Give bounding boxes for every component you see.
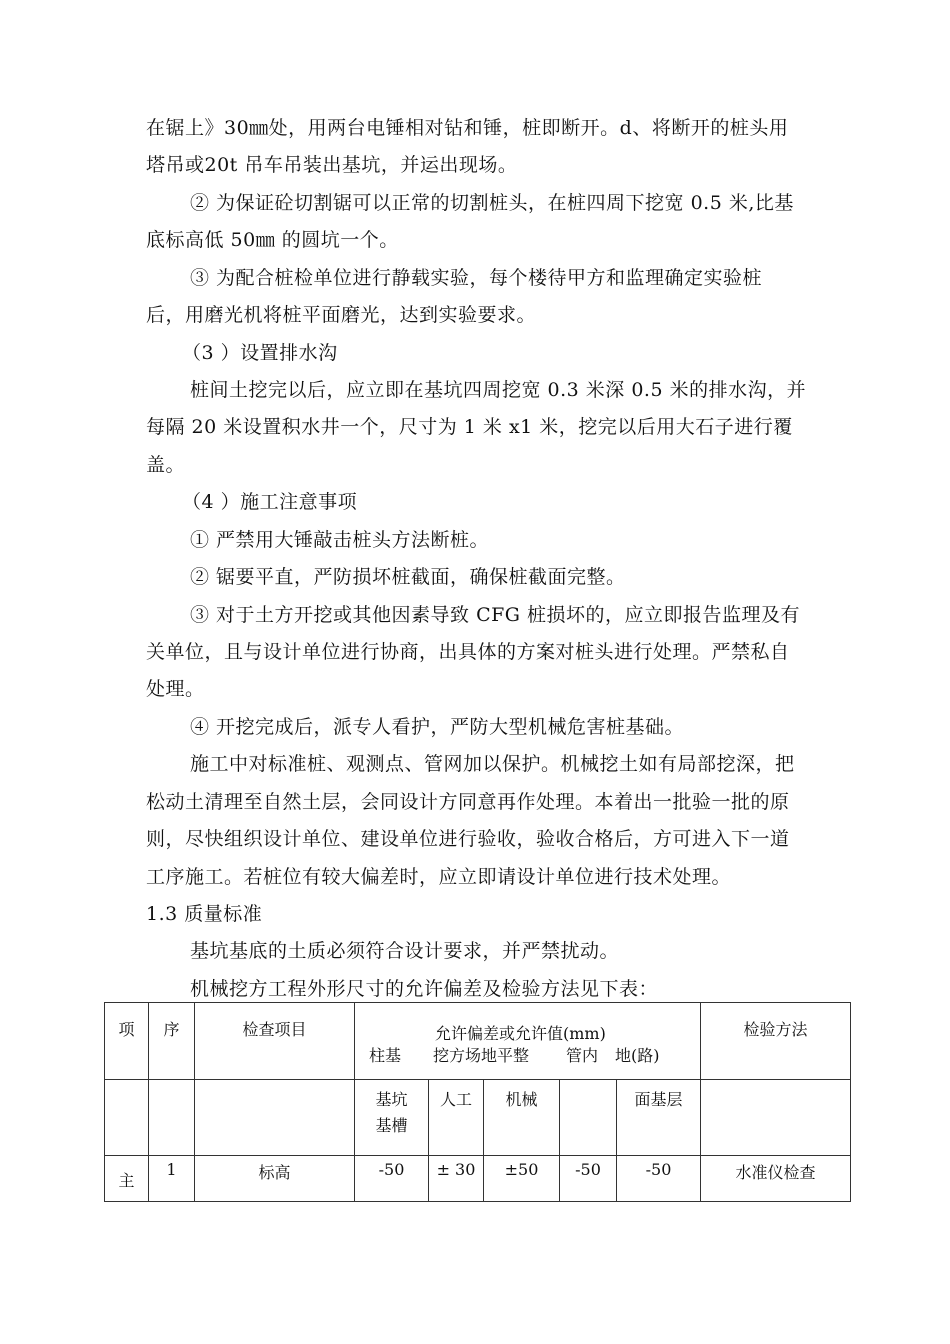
- paragraph-line: 桩间土挖完以后，应立即在基坑四周挖宽 0.3 米深 0.5 米的排水沟，并: [190, 379, 807, 401]
- paragraph-line: ① 严禁用大锤敲击桩头方法断桩。: [190, 529, 490, 551]
- paragraph-line: 机械挖方工程外形尺寸的允许偏差及检验方法见下表：: [190, 978, 659, 1000]
- table-row: [105, 1156, 851, 1202]
- tolerance-label: 允许偏差或允许值(mm): [435, 1024, 606, 1043]
- paragraph-line: ④ 开挖完成后，派专人看护，严防大型机械危害桩基础。: [190, 716, 685, 738]
- paragraph-line: 工序施工。若桩位有较大偏差时，应立即请设计单位进行技术处理。: [146, 866, 732, 888]
- paragraph-line: 施工中对标准桩、观测点、管网加以保护。机械挖土如有局部挖深，把: [190, 753, 795, 775]
- paragraph-line: 底标高低 50㎜ 的圆坑一个。: [146, 229, 399, 251]
- header-item: 项: [105, 1003, 149, 1080]
- header-method: 检验方法: [701, 1003, 851, 1080]
- paragraph-line: ③ 为配合桩检单位进行静载实验，每个楼待甲方和监理确定实验桩: [190, 267, 763, 289]
- header-tolerance: [355, 1003, 701, 1080]
- sub-header-pipe-trench: 管内: [566, 1046, 599, 1065]
- section-heading: （4 ）施工注意事项: [182, 491, 358, 513]
- paragraph-line: 则，尽快组织设计单位、建设单位进行验收，验收合格后，方可进入下一道: [146, 828, 790, 850]
- subheader-machine: 机械: [484, 1080, 560, 1156]
- header-seq: 序: [149, 1003, 195, 1080]
- header-check-item: 检查项目: [195, 1003, 355, 1080]
- paragraph-line: 后，用磨光机将桩平面磨光，达到实验要求。: [146, 304, 537, 326]
- row-seq: 1: [149, 1156, 195, 1202]
- paragraph-line: 处理。: [146, 678, 205, 700]
- row-value-5: -50: [617, 1156, 701, 1202]
- paragraph-line: ② 锯要平直，严防损坏桩截面，确保桩截面完整。: [190, 566, 626, 588]
- paragraph-line: ③ 对于土方开挖或其他因素导致 CFG 桩损坏的，应立即报告监理及有: [190, 604, 801, 626]
- paragraph-line: 在锯上》30㎜处，用两台电锤相对钻和锤，桩即断开。d、将断开的桩头用: [146, 117, 789, 139]
- paragraph-line: 每隔 20 米设置积水井一个，尺寸为 1 米 x1 米，挖完以后用大石子进行覆: [146, 416, 793, 438]
- sub-header-column-foundation: 柱基: [369, 1046, 402, 1065]
- subheader-pit: 基坑 基槽: [355, 1080, 429, 1156]
- row-check-name: 标高: [195, 1156, 355, 1202]
- row-value-1: -50: [355, 1156, 429, 1202]
- row-value-4: -50: [560, 1156, 617, 1202]
- paragraph-line: 关单位，且与设计单位进行协商，出具体的方案对桩头进行处理。严禁私自: [146, 641, 790, 663]
- sub-header-site-leveling: 挖方场地平整: [433, 1046, 530, 1065]
- row-value-3: ±50: [484, 1156, 560, 1202]
- paragraph-line: 盖。: [146, 454, 186, 476]
- quality-standard-table: [104, 1002, 851, 1202]
- table-header-row: [105, 1003, 851, 1080]
- sub-header-road: 地(路): [615, 1046, 660, 1065]
- paragraph-line: 基坑基底的土质必须符合设计要求，并严禁扰动。: [190, 940, 620, 962]
- section-heading: 1.3 质量标准: [146, 903, 263, 925]
- subheader-manual: 人工: [429, 1080, 484, 1156]
- row-value-2: ± 30: [429, 1156, 484, 1202]
- paragraph-line: 松动土清理至自然土层，会同设计方同意再作处理。本着出一批验一批的原: [146, 791, 790, 813]
- table-subheader-row: [105, 1080, 851, 1156]
- subheader-base-layer: 面基层: [617, 1080, 701, 1156]
- section-heading: （3 ）设置排水沟: [182, 342, 338, 364]
- row-item: 主: [105, 1156, 149, 1202]
- row-method: 水准仪检查: [701, 1156, 851, 1202]
- paragraph-line: 塔吊或20t 吊车吊装出基坑，并运出现场。: [146, 154, 518, 176]
- paragraph-line: ② 为保证砼切割锯可以正常的切割桩头，在桩四周下挖宽 0.5 米,比基: [190, 192, 794, 214]
